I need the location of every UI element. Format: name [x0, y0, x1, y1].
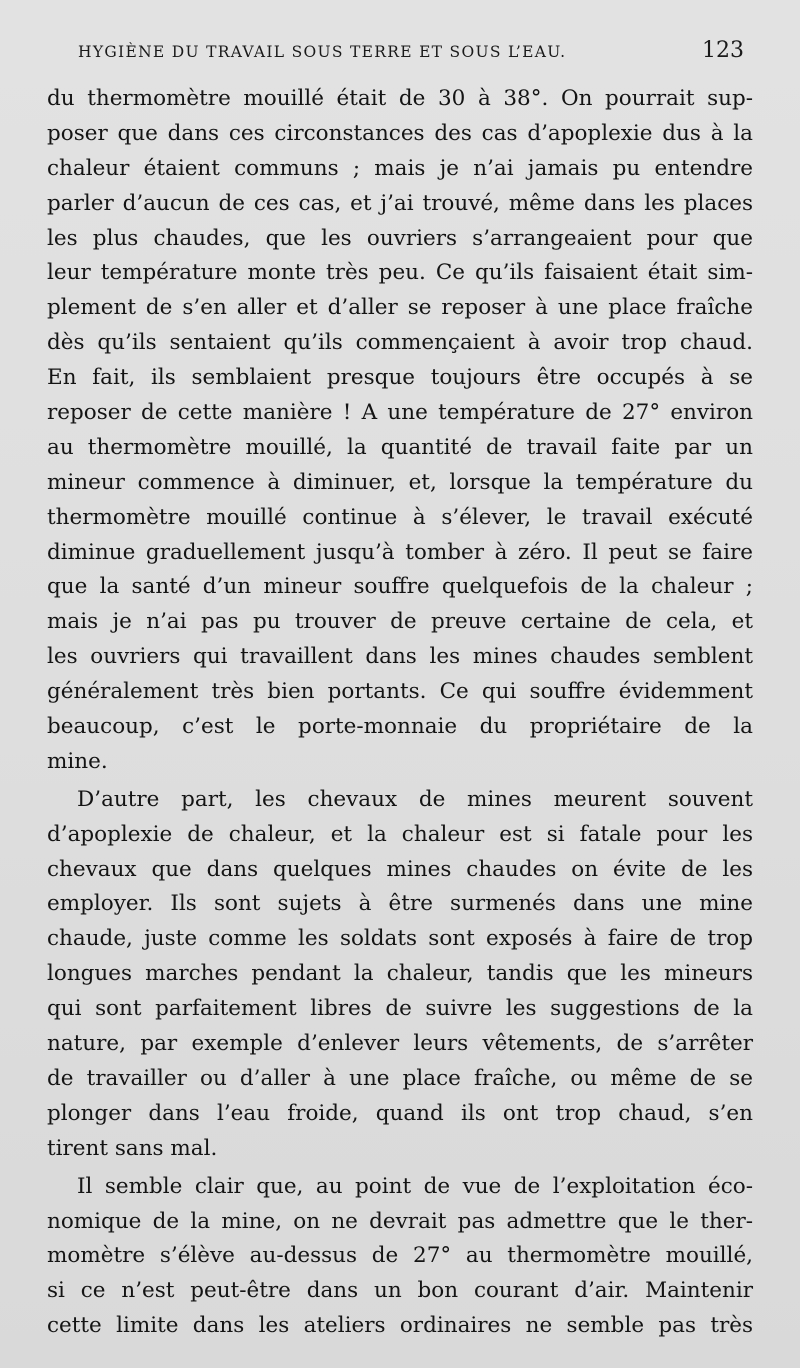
text-line: chevaux que dans quelques mines chaudes on évite de les	[47, 856, 753, 882]
text-line: cette limite dans les ateliers ordinaires ne semble pas très	[47, 1313, 753, 1339]
text-line: beaucoup, c’est le porte-monnaie du propriétaire de la	[47, 714, 753, 740]
text-line: mine.	[47, 748, 108, 774]
text-line: mineur commence à diminuer, et, lorsque la température du	[47, 469, 753, 495]
text-line: chaude, juste comme les soldats sont exposés à faire de trop	[47, 926, 753, 952]
body-text	[47, 82, 753, 1344]
page-number: 123	[702, 38, 744, 63]
text-line: longues marches pendant la chaleur, tandis que les mineurs	[47, 961, 753, 987]
text-line: diminue graduellement jusqu’à tomber à zéro. Il peut se faire	[47, 539, 753, 565]
page-header	[78, 38, 744, 68]
text-line: qui sont parfaitement libres de suivre les suggestions de la	[47, 996, 753, 1022]
text-line: les ouvriers qui travaillent dans les mines chaudes semblent	[47, 644, 753, 670]
text-line: nature, par exemple d’enlever leurs vêtements, de s’arrêter	[47, 1031, 753, 1057]
paragraph-2	[47, 783, 753, 1167]
text-line: plonger dans l’eau froide, quand ils ont trop chaud, s’en	[47, 1100, 753, 1126]
text-line: mais je n’ai pas pu trouver de preuve certaine de cela, et	[47, 609, 753, 635]
text-line: d’apoplexie de chaleur, et la chaleur est si fatale pour les	[47, 821, 753, 847]
text-line: du thermomètre mouillé était de 30 à 38°. On pourrait sup-	[47, 86, 753, 111]
text-line: dès qu’ils sentaient qu’ils commençaient à avoir trop chaud.	[47, 330, 753, 356]
text-line: thermomètre mouillé continue à s’élever, le travail exécuté	[47, 504, 753, 530]
text-line: nomique de la mine, on ne devrait pas admettre que le ther-	[47, 1208, 753, 1234]
text-line: les plus chaudes, que les ouvriers s’arrangeaient pour que	[47, 225, 753, 251]
text-line: employer. Ils sont sujets à être surmenés dans une mine	[47, 891, 753, 917]
text-line: plement de s’en aller et d’aller se reposer à une place fraîche	[47, 295, 753, 321]
text-line: si ce n’est peut-être dans un bon courant d’air. Maintenir	[47, 1278, 753, 1304]
text-line: tirent sans mal.	[47, 1135, 218, 1161]
text-line: chaleur étaient communs ; mais je n’ai jamais pu entendre	[47, 155, 753, 181]
text-line: que la santé d’un mineur souffre quelquefois de la chaleur ;	[47, 574, 753, 600]
running-head: HYGIÈNE DU TRAVAIL SOUS TERRE ET SOUS L’EAU.	[78, 43, 567, 61]
text-line: D’autre part, les chevaux de mines meurent souvent	[77, 786, 753, 812]
text-line: de travailler ou d’aller à une place fraîche, ou même de se	[47, 1065, 753, 1091]
text-line: leur température monte très peu. Ce qu’ils faisaient était sim-	[47, 260, 753, 286]
paragraph-3	[47, 1170, 753, 1344]
text-line: momètre s’élève au-dessus de 27° au thermomètre mouillé,	[47, 1243, 753, 1269]
paragraph-1	[47, 82, 753, 780]
text-line: poser que dans ces circonstances des cas d’apoplexie dus à la	[47, 120, 753, 146]
text-line: généralement très bien portants. Ce qui souffre évidemment	[47, 679, 753, 705]
text-line: au thermomètre mouillé, la quantité de travail faite par un	[47, 434, 753, 460]
text-line: reposer de cette manière ! A une température de 27° environ	[47, 400, 753, 426]
text-line: parler d’aucun de ces cas, et j’ai trouvé, même dans les places	[47, 190, 753, 216]
text-line: Il semble clair que, au point de vue de l’exploitation éco-	[77, 1173, 753, 1199]
text-line: En fait, ils semblaient presque toujours être occupés à se	[47, 365, 753, 391]
